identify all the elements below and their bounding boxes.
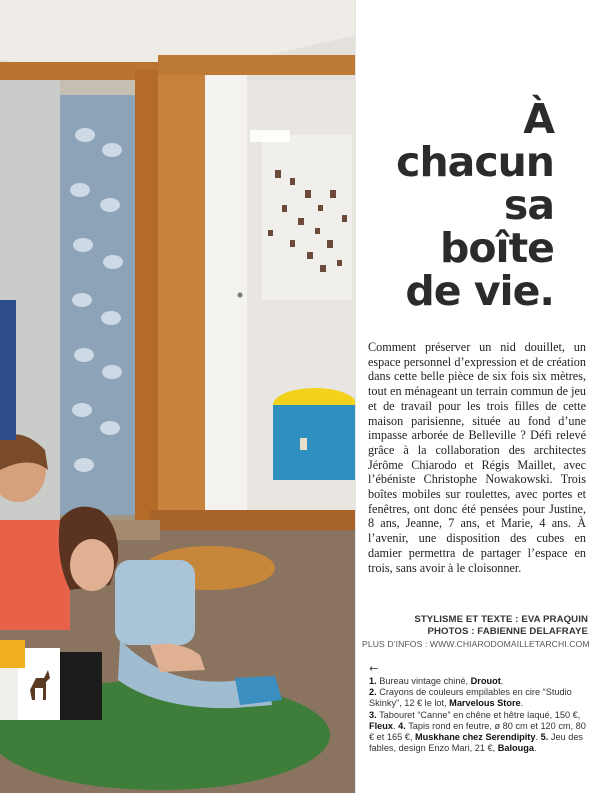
item-1: 1. Bureau vintage chiné, Drouot.: [369, 676, 504, 686]
item-text: Crayons de couleurs empilables en cire “Studio Skinky”, 12 € le lot,: [369, 687, 572, 709]
photo-credit: PHOTOS : FABIENNE DELAFRAYE: [427, 626, 588, 637]
item-number: 4.: [398, 720, 406, 731]
article-headline: [344, 95, 554, 315]
item-number: 1.: [369, 676, 377, 686]
item-text: Jeu des fables, design Enzo Mari, 21 €,: [369, 732, 584, 754]
styling-credit: STYLISME ET TEXTE : EVA PRAQUIN: [414, 614, 588, 625]
item-brand: Drouot: [470, 676, 501, 686]
item-4: 4. Tapis rond en feutre, ø 80 cm et 120 cm, 80 € et 165 €, Muskhane chez Serendipity.: [369, 720, 586, 743]
item-5: 5. Jeu des fables, design Enzo Mari, 21 €, Balouga.: [369, 732, 584, 754]
item-list: [369, 676, 591, 754]
headline-line-5: de vie.: [405, 267, 554, 315]
info-link[interactable]: PLUS D’INFOS : WWW.CHIARODOMAILLETARCHI.COM: [362, 639, 590, 649]
credits: [362, 614, 588, 650]
item-number: 3.: [369, 709, 377, 720]
item-text: Tapis rond en feutre, ø 80 cm et 120 cm, 80 € et 165 €,: [369, 720, 586, 743]
article-body: Comment préserver un nid douillet, un espace personnel d’expression et de création dans cette belle pièce de six fois six mètres, tout en ménageant un terrain commun de jeu et de travail pour les trois filles de cette maison parisienne, située au fond d’une impasse arborée de Belleville ? Défi relevé grâce à la collaboration des architectes Jérôme Chiarodo et Régis Maillet, avec l’ébéniste Christophe Nowakowski. Trois boîtes mobiles sur roulettes, avec portes et fenêtres, ont donc été pensées pour Justine, 8 ans, Jeanne, 7 ans, et Marie, 4 ans. À l’avenir, une disposition des cubes en damier permettra de partager l’espace en trois, sans avoir à le cloisonner.: [368, 340, 586, 575]
item-brand: Marvelous Store: [449, 698, 521, 709]
item-3: 3. Tabouret “Canne” en chêne et hêtre laqué, 150 €, Fleux.: [369, 709, 581, 731]
item-brand: Balouga: [497, 743, 534, 754]
headline-line-1: À: [523, 95, 554, 143]
headline-line-4: boîte: [440, 224, 554, 272]
item-text: Bureau vintage chiné,: [379, 676, 471, 686]
item-number: 2.: [369, 687, 377, 698]
item-brand: Muskhane chez Serendipity: [414, 732, 536, 743]
item-number: 5.: [540, 732, 549, 743]
headline-line-2: chacun: [396, 138, 554, 186]
item-2: 2. Crayons de couleurs empilables en cire “Studio Skinky”, 12 € le lot, Marvelous Store.: [369, 687, 572, 709]
left-arrow-icon: ←: [369, 662, 379, 675]
item-brand: Fleux: [369, 720, 393, 731]
headline-line-3: sa: [503, 181, 554, 229]
item-text: Tabouret “Canne” en chêne et hêtre laqué, 150 €,: [379, 709, 581, 720]
